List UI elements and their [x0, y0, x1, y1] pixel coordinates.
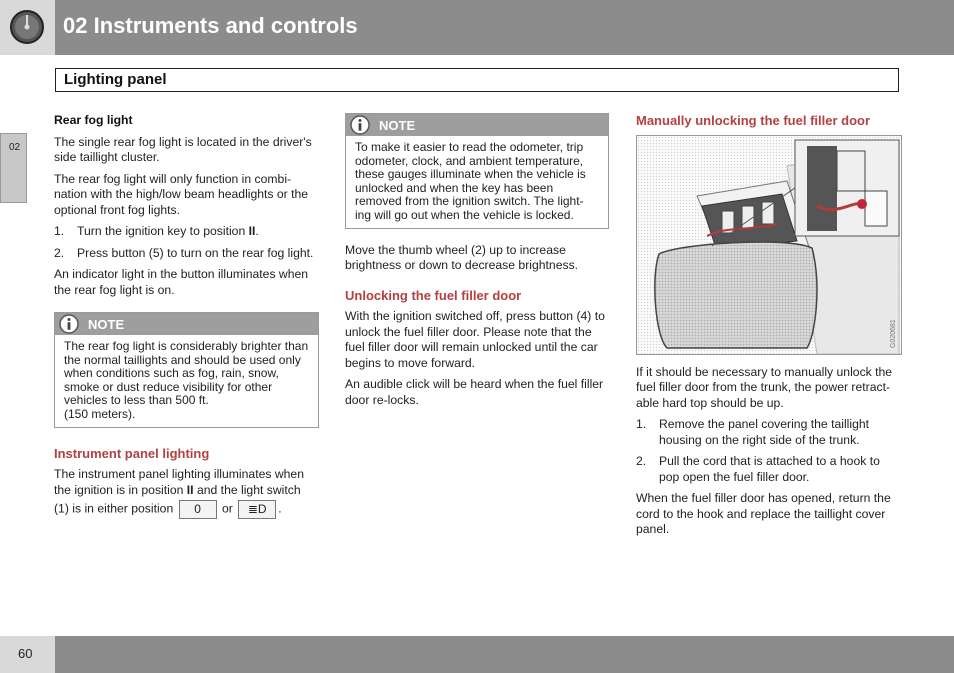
- list-item: 2. Press button (5) to turn on the rear fog light.: [54, 245, 314, 260]
- page-number: 60: [18, 646, 33, 661]
- column-2: [345, 113, 609, 414]
- chapter-logo: [0, 0, 55, 55]
- page-footer: [0, 636, 954, 673]
- section-title: Lighting panel: [64, 71, 167, 88]
- rear-fog-heading: Rear fog light: [54, 113, 133, 127]
- position-0-icon: 0: [179, 500, 217, 519]
- page-number-box: [0, 636, 55, 673]
- chapter-header: [0, 0, 954, 55]
- rear-fog-p3: An indicator light in the button illuminates when the rear fog light is on.: [54, 267, 309, 297]
- list-item: 1. Remove the panel covering the taillight housing on the right side of the trunk.: [636, 417, 870, 447]
- headlight-icon: ≣D: [238, 500, 276, 519]
- list-item: 2. Pull the cord that is attached to a hook to pop open the fuel filler door.: [636, 454, 880, 484]
- chapter-side-tab: [0, 133, 27, 203]
- fuel-filler-p2: An audible click will be heard when the fuel filler door re-locks.: [345, 377, 604, 407]
- note-header: [346, 114, 608, 136]
- fuel-filler-p1: With the ignition switched off, press button (4) to unlock the fuel filler door. Please note that the fuel filler door will remain unlocked until the car begins to move forward.: [345, 309, 605, 370]
- rear-fog-p2: The rear fog light will only function in combi-nation with the high/low beam headlights or the optional front fog lights.: [54, 171, 309, 217]
- figure-code: G020681: [890, 318, 897, 348]
- instrument-lighting-p2: (1) is in either position 0 or ≣D .: [54, 500, 319, 519]
- note-body: The rear fog light is considerably brighter than the normal taillights and should be used only when conditions such as fog, rain, snow, smoke or dust reduce visibility for other vehicles to less than 500 ft. (150 meters).: [64, 339, 309, 421]
- thumb-wheel-text: Move the thumb wheel (2) up to increase brightness or down to decrease brightness.: [345, 242, 579, 273]
- speedometer-icon: [9, 9, 45, 45]
- instrument-lighting-p1: The instrument panel lighting illuminates when the ignition is in position II and the light switch: [54, 467, 304, 497]
- note-box: [345, 113, 609, 229]
- rear-fog-steps: [54, 224, 319, 261]
- note-label: NOTE: [379, 118, 416, 133]
- column-3: [636, 113, 900, 544]
- note-header: [55, 313, 318, 335]
- section-bar: [55, 68, 899, 92]
- chapter-title: 02 Instruments and controls: [63, 13, 358, 38]
- manual-unlock-heading: Manually unlocking the fuel filler door: [636, 113, 871, 128]
- manual-unlock-p2: When the fuel filler door has opened, return the cord to the hook and replace the taillight cover panel.: [636, 491, 891, 536]
- list-item: 1. Turn the ignition key to position II.: [54, 224, 259, 238]
- info-icon: [59, 314, 79, 334]
- manual-unlock-p1: If it should be necessary to manually unlock the fuel filler door from the trunk, the power retract-able hard top should be up.: [636, 364, 893, 410]
- manual-unlock-steps: [636, 417, 900, 485]
- info-icon: [350, 115, 370, 135]
- trunk-illustration: [636, 135, 902, 355]
- rear-fog-p1: The single rear fog light is located in the driver's side taillight cluster.: [54, 134, 312, 164]
- note-body: To make it easier to read the odometer, trip odometer, clock, and ambient temperature, these gauges illuminate when the vehicle is unlocked and when the key has been removed from the ignition switch. The light-ing will go out when the vehicle is locked.: [355, 140, 586, 222]
- note-box: [54, 312, 319, 428]
- fuel-filler-heading: Unlocking the fuel filler door: [345, 287, 522, 303]
- instrument-lighting-heading: Instrument panel lighting: [54, 445, 210, 461]
- note-label: NOTE: [88, 317, 125, 332]
- column-1: [54, 113, 319, 525]
- side-tab-label: 02: [9, 142, 21, 153]
- trunk-figure-image: [637, 136, 901, 354]
